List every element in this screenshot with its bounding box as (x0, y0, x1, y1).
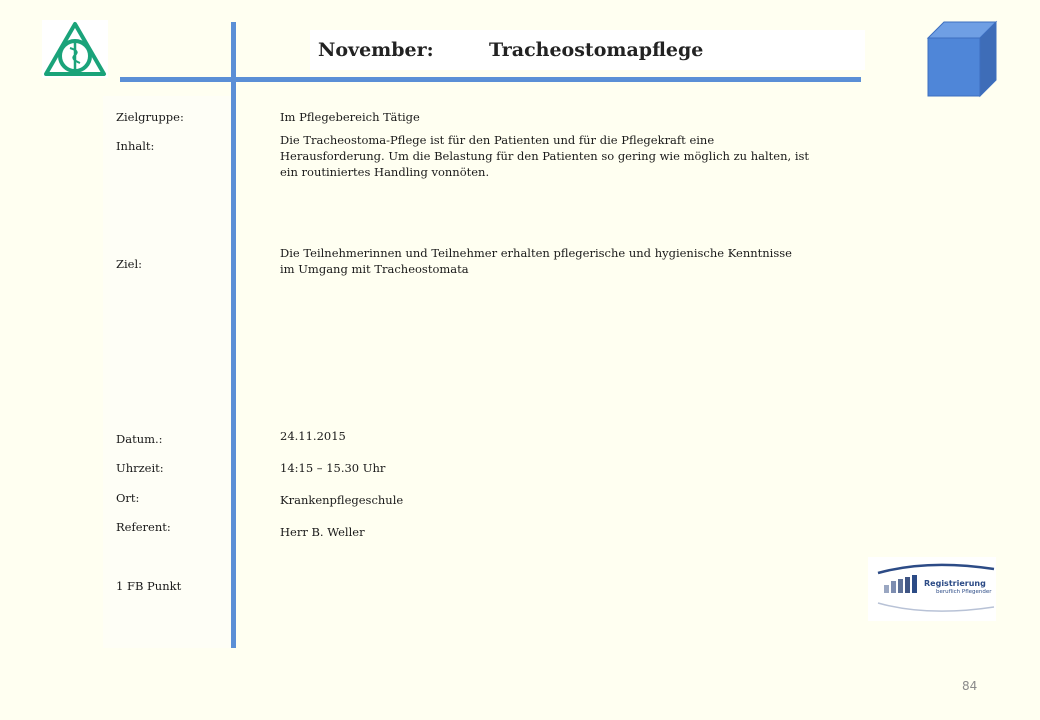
registration-logo (868, 557, 996, 621)
value-uhrzeit: 14:15 – 15.30 Uhr (280, 461, 386, 475)
value-zielgruppe: Im Pflegebereich Tätige (280, 110, 420, 124)
label-ort: Ort: (116, 491, 140, 505)
cube-icon (926, 20, 1000, 104)
label-ziel: Ziel: (116, 257, 143, 271)
value-ziel: Die Teilnehmerinnen und Teilnehmer erhalten pflegerische und hygienische Kenntnisse im Umgang mit Tracheostomata (280, 246, 792, 276)
horizontal-divider (120, 77, 861, 82)
label-zielgruppe: Zielgruppe: (116, 110, 184, 124)
page-number: 84 (962, 679, 978, 693)
label-uhrzeit: Uhrzeit: (116, 461, 164, 475)
label-referent: Referent: (116, 520, 171, 534)
value-referent: Herr B. Weller (280, 525, 365, 539)
registration-logo-title: Registrierung (924, 579, 986, 588)
value-ort: Krankenpflegeschule (280, 493, 404, 507)
value-inhalt: Die Tracheostoma-Pflege ist für den Patienten und für die Pflegekraft eine Herausforderung. Um die Belastung für den Patienten so gering wie möglich zu halten, ist ein routiniertes Handling vonnöten. (280, 133, 810, 179)
vertical-divider (231, 22, 236, 648)
label-panel (103, 96, 233, 648)
label-fb-punkt: 1 FB Punkt (116, 579, 182, 593)
title-topic: Tracheostomapflege (489, 39, 704, 61)
label-datum: Datum.: (116, 432, 163, 446)
hospital-logo-icon (42, 20, 108, 78)
value-datum: 24.11.2015 (280, 429, 346, 443)
registration-logo-subtitle: beruflich Pflegender (936, 589, 992, 595)
label-inhalt: Inhalt: (116, 139, 155, 153)
title-month: November: (318, 39, 434, 61)
